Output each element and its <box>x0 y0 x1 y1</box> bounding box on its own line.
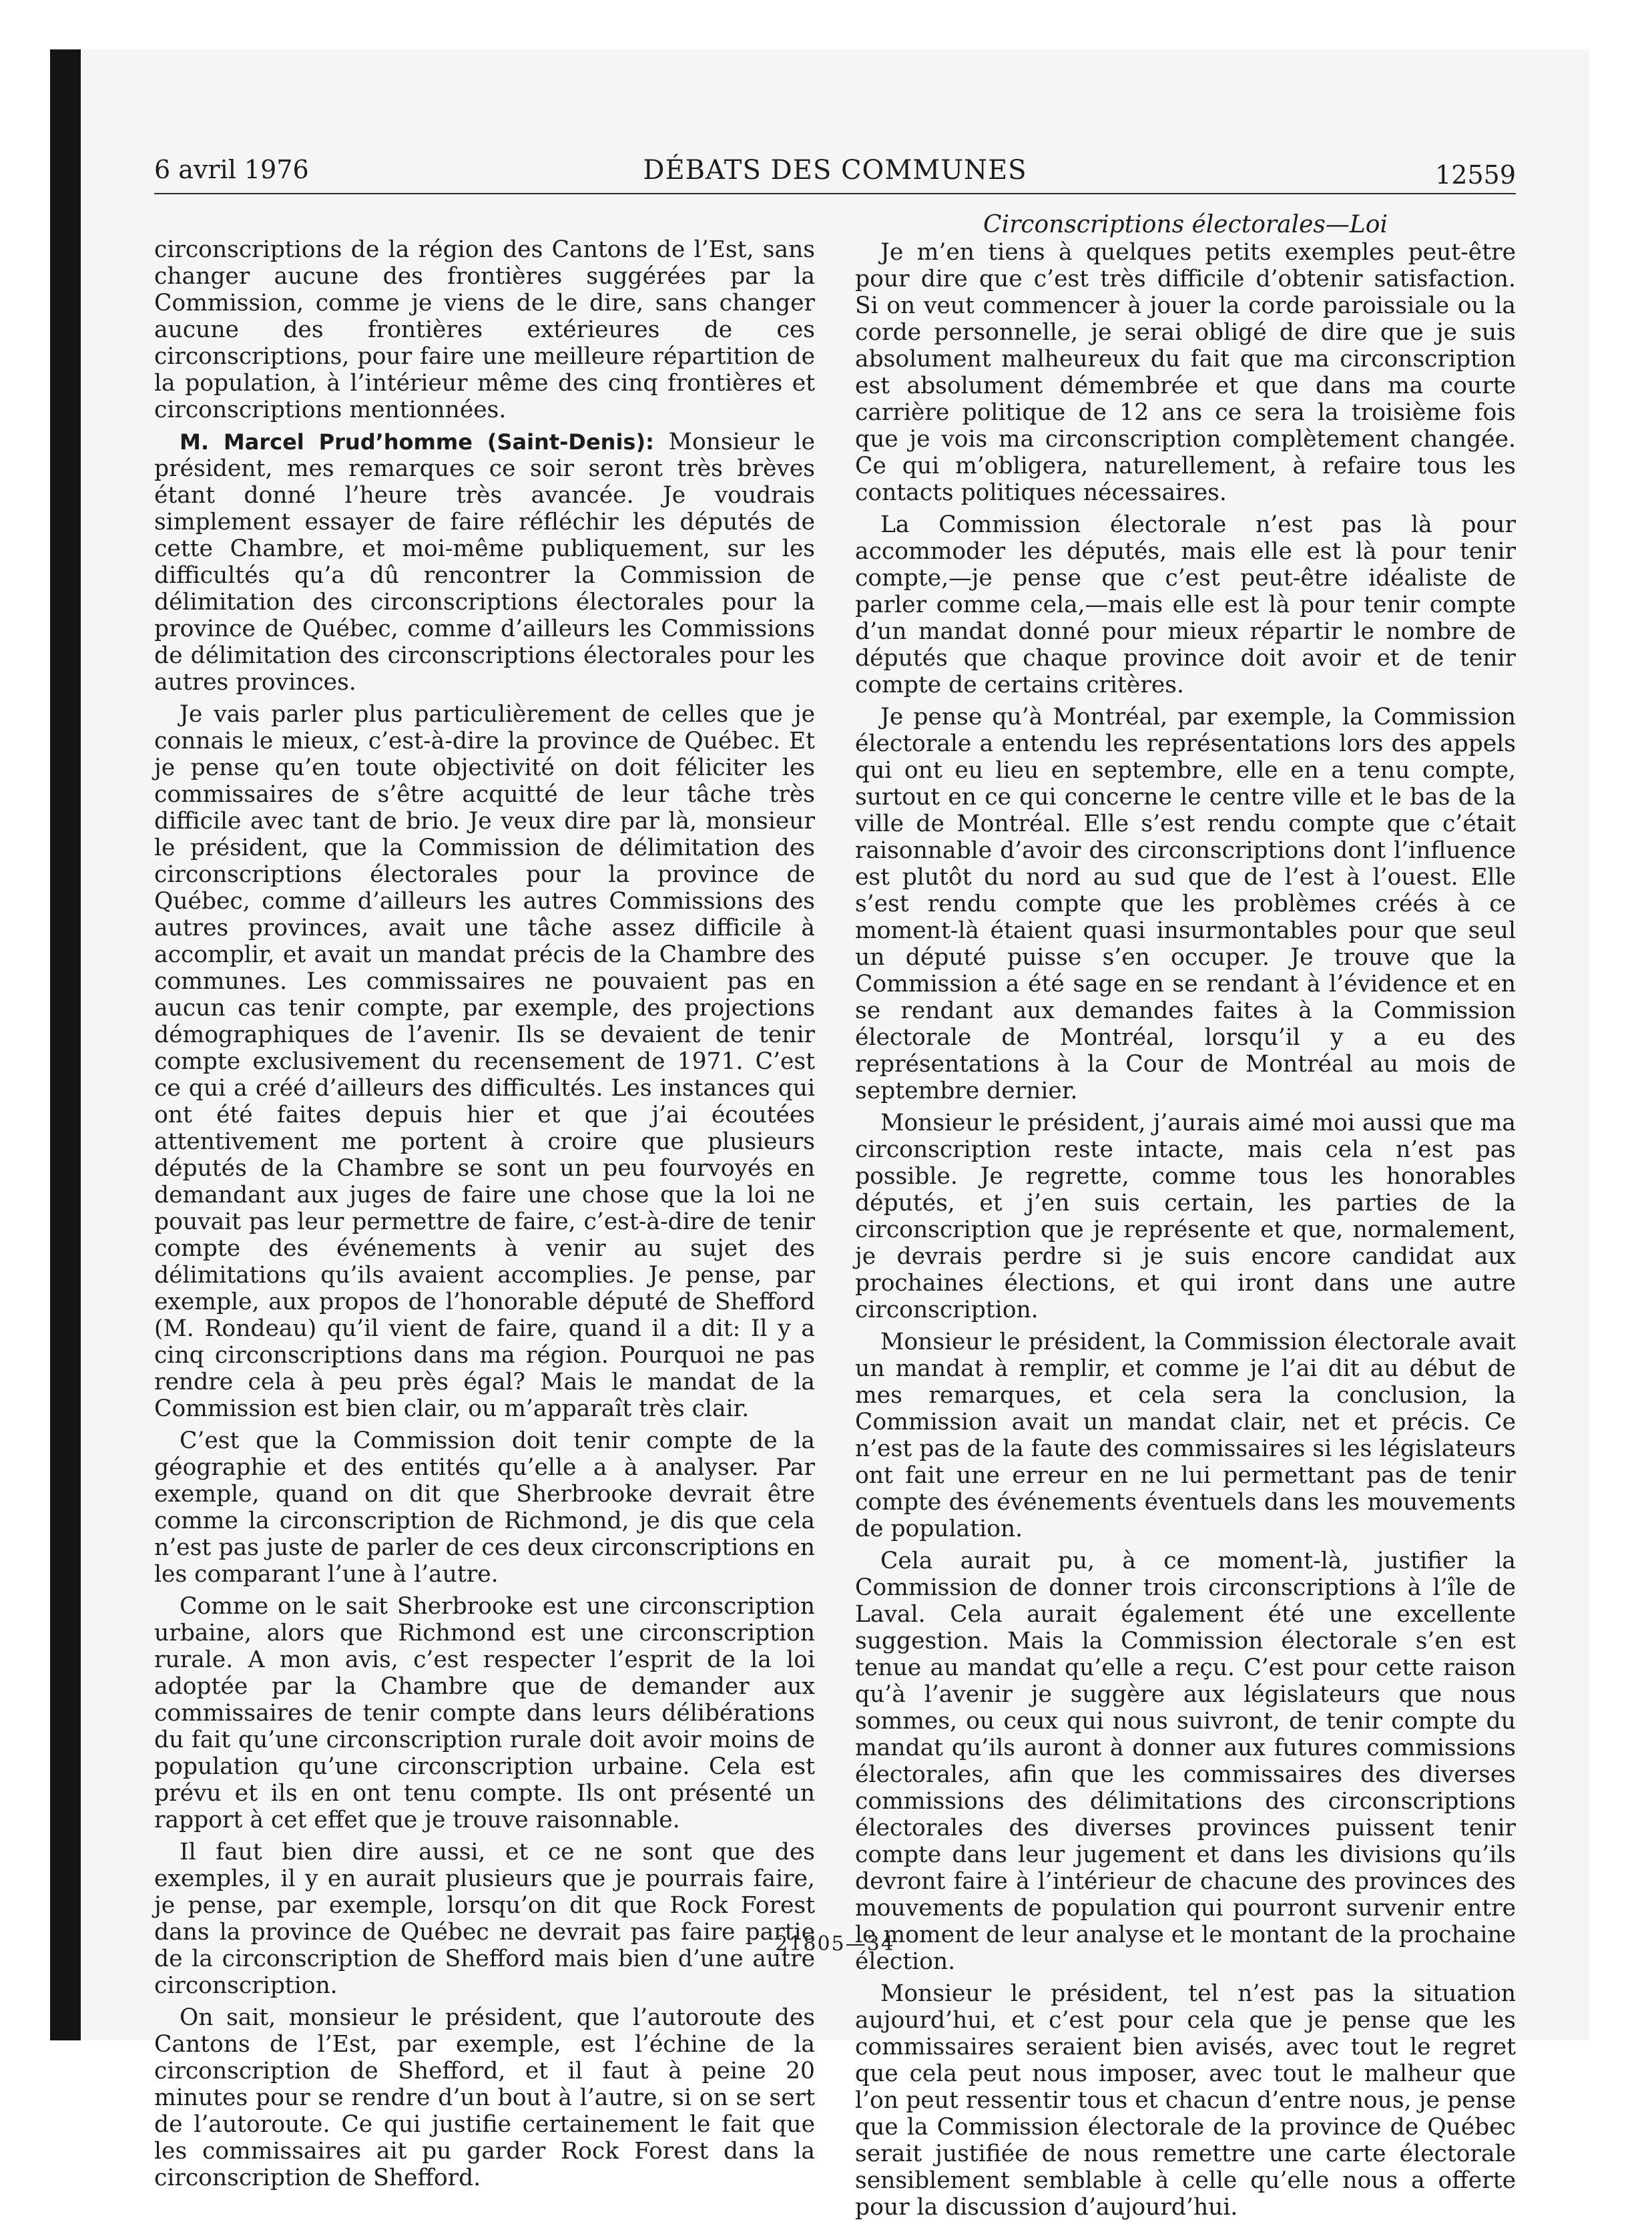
header-page-number: 12559 <box>1435 160 1516 190</box>
speaker-name: M. Marcel Prud’homme (Saint-Denis): <box>180 429 654 455</box>
page-header <box>154 155 1516 198</box>
paragraph: Cela aurait pu, à ce moment-là, justifier la Commission de donner trois circonscriptions à l’île de Laval. Cela aurait également été une excellente suggestion. Mais la Commission électorale s’en est tenue au mandat qu’elle a reçu. C’est pour cette raison qu’à l’avenir je suggère aux législateurs que nous sommes, ou ceux qui nous suivront, de tenir compte du mandat qu’ils auront à donner aux futures commissions électorales, afin que les commissaires des diverses commissions des délimitations des circonscriptions électorales des diverses provinces puissent tenir compte dans leur jugement et dans les divisions qu’ils devront faire à l’intérieur de chacune des provinces des mouvements de population qui pourront survenir entre le moment de leur analyse et le montant de la prochaine élection. <box>855 1548 1516 1975</box>
paragraph: Monsieur le président, la Commission électorale avait un mandat à remplir, et comme je l’ai dit au début de mes remarques, et cela sera la conclusion, la Commission avait un mandat clair, net et précis. Ce n’est pas de la faute des commissaires si les législateurs ont fait une erreur en ne lui permettant pas de tenir compte des événements éventuels dans les mouvements de population. <box>855 1329 1516 1542</box>
paragraph-text: Monsieur le président, mes remarques ce soir seront très brèves étant donné l’heure très avancée. Je voudrais simplement essayer de faire réfléchir les députés de cette Chambre, et moi-même publiquement, sur les difficultés qu’a dû rencontrer la Commission de délimitation des circonscriptions électorales pour la province de Québec, comme d’ailleurs les Commissions de délimitation des circonscriptions électorales pour les autres provinces. <box>154 429 815 696</box>
paragraph: Comme on le sait Sherbrooke est une circonscription urbaine, alors que Richmond est une circonscription rurale. A mon avis, c’est respecter l’esprit de la loi adoptée par la Chambre que de demander aux commissaires de tenir compte dans leurs délibérations du fait qu’une circonscription rurale doit avoir moins de population qu’une circonscription urbaine. Cela est prévu et ils en ont tenu compte. Ils ont présenté un rapport à cet effet que je trouve raisonnable. <box>154 1593 815 1833</box>
paragraph <box>154 429 815 696</box>
right-column <box>855 212 1516 2226</box>
paragraph: La Commission électorale n’est pas là pour accommoder les députés, mais elle est là pour tenir compte,—je pense que c’est peut-être idéaliste de parler comme cela,—mais elle est là pour tenir compte d’un mandat donné pour mieux répartir le nombre de députés que chaque province doit avoir et de tenir compte de certains critères. <box>855 511 1516 698</box>
scan-margin-top <box>0 0 1652 49</box>
paragraph: circonscriptions de la région des Cantons de l’Est, sans changer aucune des frontières suggérées par la Commission, comme je viens de le dire, sans changer aucune des frontières extérieures de ces circonscriptions, pour faire une meilleure répartition de la population, à l’intérieur même des cinq frontières et circonscriptions mentionnées. <box>154 236 815 423</box>
paragraph: Je vais parler plus particulièrement de celles que je connais le mieux, c’est-à-dire la province de Québec. Et je pense qu’en toute objectivité on doit féliciter les commissaires de s’être acquitté de leur tâche très difficile avec tant de brio. Je veux dire par là, monsieur le président, que la Commission de délimitation des circonscriptions électorales pour la province de Québec, comme d’ailleurs les autres Commissions des autres provinces, avait une tâche assez difficile à accomplir, et avait un mandat précis de la Chambre des communes. Les commissaires ne pouvaient pas en aucun cas tenir compte, par exemple, des projections démographiques de l’avenir. Ils se devaient de tenir compte exclusivement du recensement de 1971. C’est ce qui a créé d’ailleurs des difficultés. Les instances qui ont été faites depuis hier et que j’ai écoutées attentivement me portent à croire que plusieurs députés de la Chambre se sont un peu fourvoyés en demandant aux juges de faire une chose que la loi ne pouvait pas leur permettre de faire, c’est-à-dire de tenir compte des événements à venir au sujet des délimitations qu’ils avaient accomplies. Je pense, par exemple, aux propos de l’honorable député de Shefford (M. Rondeau) qu’il vient de faire, quand il a dit: Il y a cinq circonscriptions dans ma région. Pourquoi ne pas rendre cela à peu près égal? Mais le mandat de la Commission est bien clair, ou m’apparaît très clair. <box>154 701 815 1422</box>
header-title: DÉBATS DES COMMUNES <box>643 155 1027 186</box>
document-page <box>81 49 1589 2221</box>
paragraph: C’est que la Commission doit tenir compte de la géographie et des entités qu’elle a à analyser. Par exemple, quand on dit que Sherbrooke devrait être comme la circonscription de Richmond, je dis que cela n’est pas juste de parler de ces deux circonscriptions en les comparant l’une à l’autre. <box>154 1427 815 1588</box>
header-date: 6 avril 1976 <box>154 155 309 184</box>
paragraph: On sait, monsieur le président, que l’autoroute des Cantons de l’Est, par exemple, est l’échine de la circonscription de Shefford, et il faut à peine 20 minutes pour se rendre d’un bout à l’autre, si on se sert de l’autoroute. Ce qui justifie certainement le fait que les commissaires ait pu garder Rock Forest dans la circonscription de Shefford. <box>154 2004 815 2191</box>
scan-shadow-bar <box>50 49 81 2040</box>
paragraph: Monsieur le président, j’aurais aimé moi aussi que ma circonscription reste intacte, mais cela n’est pas possible. Je regrette, comme tous les honorables députés, et j’en suis certain, les parties de la circonscription que je représente et que, normalement, je devrais perdre si je suis encore candidat aux prochaines élections, et qui iront dans une autre circonscription. <box>855 1110 1516 1323</box>
paragraph: Je pense qu’à Montréal, par exemple, la Commission électorale a entendu les représentations lors des appels qui ont eu lieu en septembre, elle en a tenu compte, surtout en ce qui concerne le centre ville et le bas de la ville de Montréal. Elle s’est rendu compte que c’était raisonnable d’avoir des circonscriptions dont l’influence est plutôt du nord au sud que de l’est à l’ouest. Elle s’est rendu compte que les problèmes créés à ce moment-là étaient quasi insurmontables pour que seul un député puisse s’en occuper. Je trouve que la Commission a été sage en se rendant à l’évidence et en se rendant aux demandes faites à la Commission électorale de Montréal, lorsqu’il y a eu des représentations à la Cour de Montréal au mois de septembre dernier. <box>855 704 1516 1104</box>
running-title: Circonscriptions électorales—Loi <box>983 211 1388 238</box>
paragraph: Je m’en tiens à quelques petits exemples peut-être pour dire que c’est très difficile d’obtenir satisfaction. Si on veut commencer à jouer la corde paroissiale ou la corde personnelle, je serai obligé de dire que je suis absolument malheureux du fait que ma circonscription est absolument démembrée et que dans ma courte carrière politique de 12 ans ce sera la troisième fois que je vois ma circonscription complètement changée. Ce qui m’obligera, naturellement, à refaire tous les contacts politiques nécessaires. <box>855 239 1516 506</box>
left-column <box>154 236 815 2197</box>
header-rule <box>154 193 1516 194</box>
paragraph: Il faut bien dire aussi, et ce ne sont que des exemples, il y en aurait plusieurs que je pourrais faire, je pense, par exemple, lorsqu’on dit que Rock Forest dans la province de Québec ne devrait pas faire partie de la circonscription de Shefford mais bien d’une autre circonscription. <box>154 1839 815 1999</box>
page-footer: 21805—34 <box>775 1932 895 1956</box>
paragraph: Monsieur le président, tel n’est pas la situation aujourd’hui, et c’est pour cela que je pense que les commissaires seraient bien avisés, avec tout le regret que cela peut nous imposer, avec tout le malheur que l’on peut ressentir tous et chacun d’entre nous, je pense que la Commission électorale de la province de Québec serait justifiée de nous remettre une carte électorale sensiblement semblable à celle qu’elle nous a offerte pour la discussion d’aujourd’hui. <box>855 1980 1516 2221</box>
